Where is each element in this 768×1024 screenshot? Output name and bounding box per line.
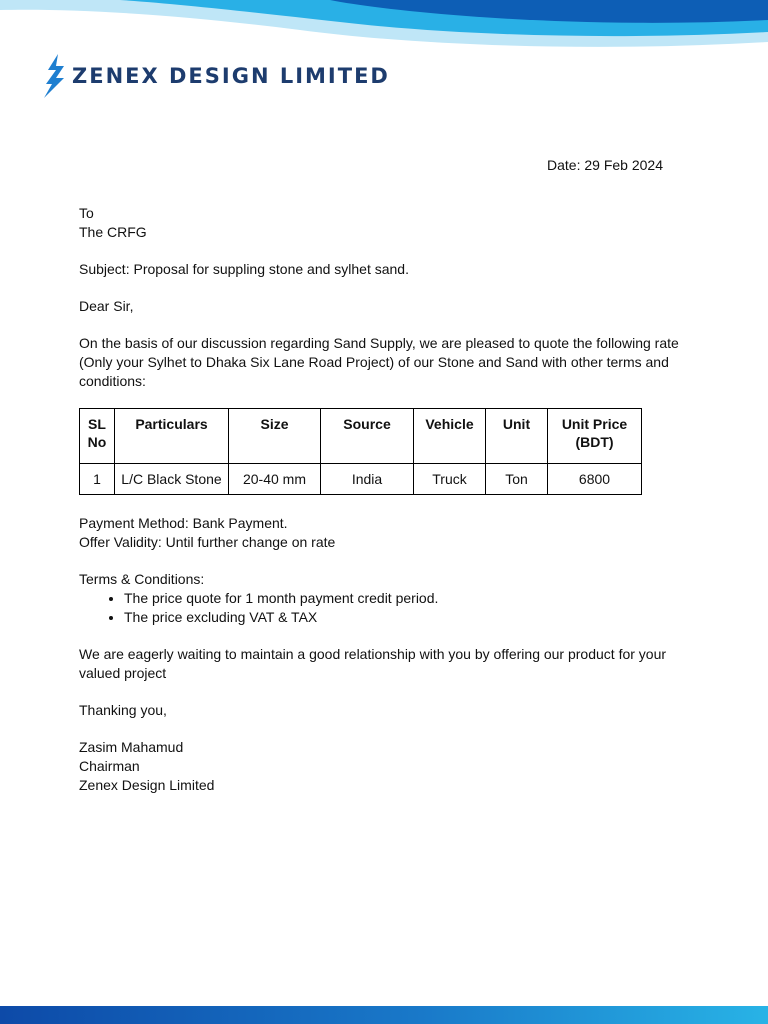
- cell-vehicle: Truck: [414, 464, 486, 495]
- signatory-name: Zasim Mahamud: [79, 739, 184, 755]
- column-header-vehicle: Vehicle: [414, 409, 486, 464]
- zenex-bolt-icon: [44, 54, 66, 98]
- company-logo: [44, 54, 390, 98]
- signatory-company: Zenex Design Limited: [79, 777, 215, 793]
- cell-source: India: [321, 464, 414, 495]
- letter-date: Date: 29 Feb 2024: [547, 157, 663, 173]
- column-header-unit: Unit: [486, 409, 548, 464]
- cell-unit-price: 6800: [548, 464, 642, 495]
- column-header-source: Source: [321, 409, 414, 464]
- list-item: • The price quote for 1 month payment credit period.: [124, 589, 679, 608]
- cell-sl: 1: [80, 464, 115, 495]
- signatory-title: Chairman: [79, 758, 140, 774]
- offer-validity: Offer Validity: Until further change on rate: [79, 534, 336, 550]
- list-item: • The price excluding VAT & TAX: [124, 608, 679, 627]
- column-header-particulars: Particulars: [115, 409, 229, 464]
- recipient-line-2: The CRFG: [79, 224, 147, 240]
- intro-paragraph: On the basis of our discussion regarding Sand Supply, we are pleased to quote the following rate (Only your Sylhet to Dhaka Six Lane Road Project) of our Stone and Sand with other terms and conditions:: [79, 335, 679, 389]
- cell-unit: Ton: [486, 464, 548, 495]
- letter-body: [79, 204, 679, 795]
- terms-list: [79, 589, 679, 627]
- subject-line: Subject: Proposal for suppling stone and sylhet sand.: [79, 261, 409, 277]
- cell-size: 20-40 mm: [229, 464, 321, 495]
- column-header-unit-price: Unit Price (BDT): [548, 409, 642, 464]
- table-row: [80, 464, 642, 495]
- header-wave-decoration: [0, 0, 768, 60]
- quote-table: [79, 408, 642, 495]
- salutation: Dear Sir,: [79, 298, 134, 314]
- recipient-line-1: To: [79, 205, 94, 221]
- cell-particulars: L/C Black Stone: [115, 464, 229, 495]
- table-header-row: [80, 409, 642, 464]
- footer-bar-decoration: [0, 1006, 768, 1024]
- thanks-line: Thanking you,: [79, 702, 167, 718]
- payment-method: Payment Method: Bank Payment.: [79, 515, 288, 531]
- closing-paragraph: We are eagerly waiting to maintain a good relationship with you by offering our product for your valued project: [79, 646, 667, 681]
- terms-heading: Terms & Conditions:: [79, 571, 205, 587]
- column-header-size: Size: [229, 409, 321, 464]
- column-header-sl: SL No: [80, 409, 115, 464]
- company-name: ZENEX DESIGN LIMITED: [72, 64, 390, 88]
